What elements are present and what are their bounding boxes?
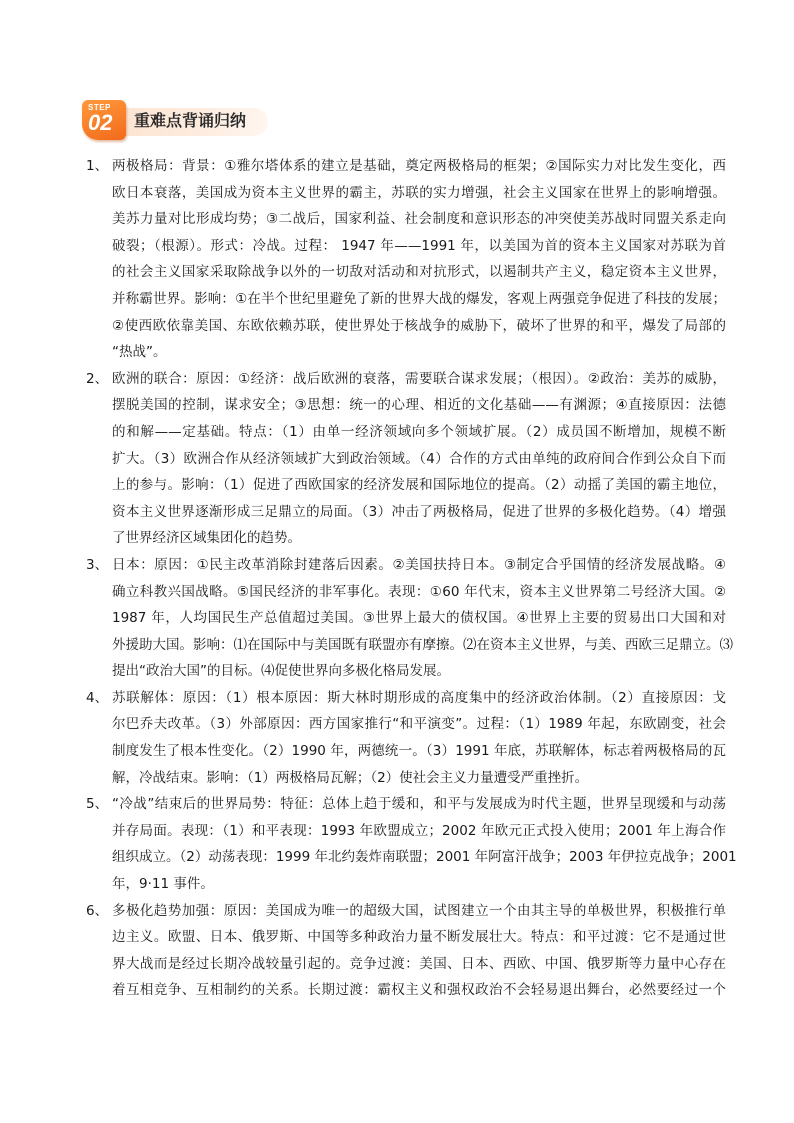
text-line: 着互相竞争、互相制约的关系。长期过渡：霸权主义和强权政治不会轻易退出舞台，必然要经过一个 (112, 982, 726, 999)
summary-list (86, 153, 737, 1004)
item-number: 6、 (86, 902, 109, 919)
item-number: 3、 (86, 556, 109, 573)
text-line: 苏联解体：原因：（1）根本原因：斯大林时期形成的高度集中的经济政治体制。（2）直接原因：戈 (112, 689, 726, 706)
text-line: 资本主义世界逐渐形成三足鼎立的局面。（3）冲击了两极格局，促进了世界的多极化趋势。（4）增强 (112, 503, 726, 520)
text-line: 年，9·11 事件。 (112, 876, 214, 893)
text-line: “热战”。 (112, 344, 167, 361)
text-line: “冷战”结束后的世界局势：特征：总体上趋于缓和，和平与发展成为时代主题，世界呈现缓和与动荡 (112, 796, 726, 813)
text-line: 多极化趋势加强：原因：美国成为唯一的超级大国，试图建立一个由其主导的单极世界，积极推行单 (112, 902, 726, 919)
text-line: 提出“政治大国”的目标。⑷促使世界向多极化格局发展。 (112, 663, 450, 680)
section-title: 重难点背诵归纳 (134, 111, 247, 130)
text-line: 确立科教兴国战略。⑤国民经济的非军事化。表现：①60 年代末，资本主义世界第二号经济大国。② (112, 583, 726, 600)
text-line: 破裂；（根源）。形式：冷战。过程： 1947 年——1991 年，以美国为首的资本主义国家对苏联为首 (112, 237, 726, 254)
item-number: 1、 (86, 158, 109, 174)
item-number: 4、 (86, 689, 109, 706)
list-item (86, 366, 726, 552)
text-line: 欧日本衰落，美国成为资本主义世界的霸主，苏联的实力增强，社会主义国家在世界上的影响增强。 (112, 184, 726, 201)
text-line: 了世界经济区域集团化的趋势。 (112, 530, 301, 547)
list-item (86, 552, 733, 685)
text-line: 尔巴乔夫改革。（3）外部原因：西方国家推行“和平演变”。过程：（1）1989 年起，东欧剧变，社会 (112, 716, 726, 733)
item-number: 5、 (86, 796, 109, 813)
step-label: STEP (88, 103, 111, 112)
section-header (82, 100, 272, 142)
text-line: 摆脱美国的控制，谋求安全；③思想：统一的心理、相近的文化基础——有渊源；④直接原因：法德 (112, 397, 726, 414)
text-line: 美苏力量对比形成均势；③二战后，国家利益、社会制度和意识形态的冲突使美苏战时同盟关系走向 (112, 211, 726, 228)
text-line: 边主义。欧盟、日本、俄罗斯、中国等多种政治力量不断发展壮大。特点：和平过渡：它不是通过世 (112, 929, 726, 946)
text-line: 两极格局：背景：①雅尔塔体系的建立是基础，奠定两极格局的框架；②国际实力对比发生变化，西 (112, 158, 726, 174)
step-badge (82, 100, 126, 140)
item-number: 2、 (86, 370, 109, 387)
text-line: 扩大。（3）欧洲合作从经济领域扩大到政治领域。（4）合作的方式由单纯的政府间合作到公众自下而 (112, 450, 726, 467)
step-number: 02 (88, 110, 113, 135)
text-line: 上的参与。影响：（1）促进了西欧国家的经济发展和国际地位的提高。（2）动摇了美国的霸主地位， (112, 477, 726, 494)
text-line: 解，冷战结束。影响：（1）两极格局瓦解；（2）使社会主义力量遭受严重挫折。 (112, 769, 589, 786)
text-line: 并存局面。表现：（1）和平表现：1993 年欧盟成立；2002 年欧元正式投入使用；2001 年上海合作 (112, 822, 726, 839)
text-line: 界大战而是经过长期冷战较量引起的。竞争过渡：美国、日本、西欧、中国、俄罗斯等力量中心存在 (112, 955, 726, 972)
list-item (86, 685, 726, 791)
text-line: 日本：原因：①民主改革消除封建落后因素。②美国扶持日本。③制定合乎国情的经济发展战略。④ (112, 556, 726, 573)
text-line: 制度发生了根本性变化。（2）1990 年，两德统一。（3）1991 年底，苏联解体，标志着两极格局的瓦 (112, 743, 726, 760)
text-line: 并称霸世界。影响：①在半个世纪里避免了新的世界大战的爆发，客观上两强竞争促进了科技的发展； (112, 290, 726, 307)
list-item (86, 898, 726, 1004)
text-line: 欧洲的联合：原因：①经济：战后欧洲的衰落，需要联合谋求发展；（根因）。②政治：美苏的威胁， (112, 370, 726, 387)
text-line: 外援助大国。影响：⑴在国际中与美国既有联盟亦有摩擦。⑵在资本主义世界，与美、西欧三足鼎立。⑶ (112, 636, 733, 653)
text-line: 的社会主义国家采取除战争以外的一切敌对活动和对抗形式，以遏制共产主义，稳定资本主义世界， (112, 264, 726, 281)
text-line: 组织成立。（2）动荡表现：1999 年北约轰炸南联盟；2001 年阿富汗战争；2003 年伊拉克战争；2001 (112, 849, 737, 866)
text-line: ②使西欧依靠美国、东欧依赖苏联，使世界处于核战争的威胁下，破坏了世界的和平，爆发了局部的 (112, 317, 726, 334)
list-item (86, 791, 737, 897)
text-line: 1987 年，人均国民生产总值超过美国。③世界上最大的债权国。④世界上主要的贸易出口大国和对 (112, 610, 726, 627)
text-line: 的和解——定基础。特点：（1）由单一经济领域向多个领域扩展。（2）成员国不断增加，规模不断 (112, 423, 726, 440)
list-item (86, 153, 726, 366)
